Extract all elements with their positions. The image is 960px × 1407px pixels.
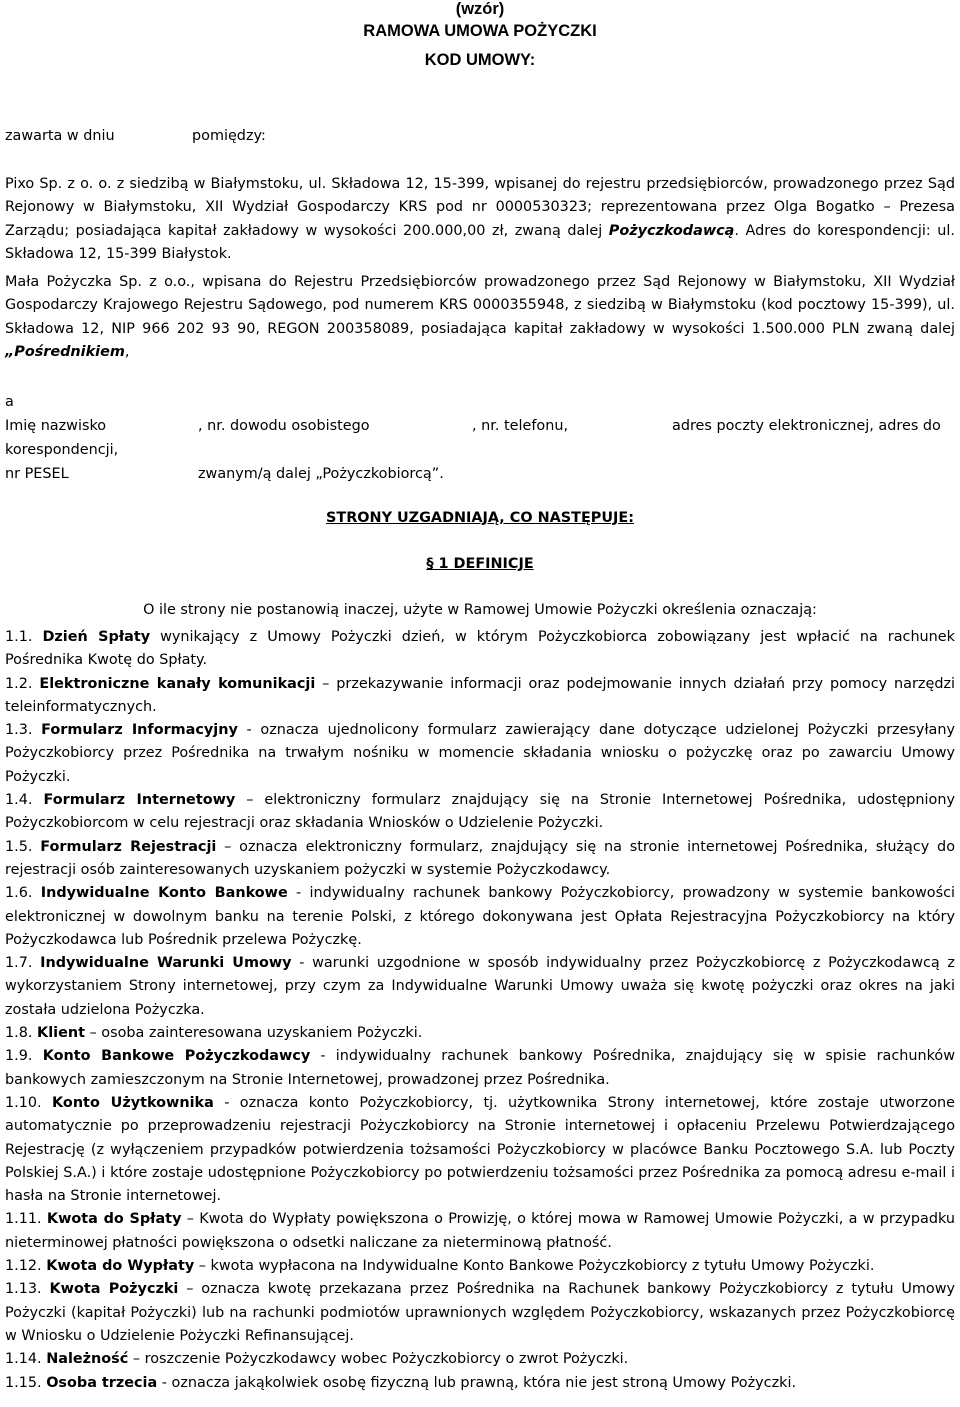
definition-term: Kwota do Spłaty bbox=[46, 1211, 182, 1228]
definition-number: 1.5. bbox=[5, 838, 33, 855]
borrower-email-label: adres poczty elektronicznej, adres do bbox=[672, 418, 941, 434]
definition-number: 1.14. bbox=[5, 1351, 42, 1368]
definition-item bbox=[5, 789, 955, 836]
definition-text: – elektroniczny formularz znajdujący się na Stronie Internetowej Pośrednika, udostępniony Pożyczkobiorcom w celu rejestracji oraz składania Wniosków o Udzielenie Pożyczki. bbox=[5, 792, 955, 832]
borrower-id-label: , nr. dowodu osobistego bbox=[198, 418, 370, 434]
definition-item bbox=[5, 952, 955, 1022]
definition-number: 1.9. bbox=[5, 1048, 33, 1065]
definition-item bbox=[5, 1208, 955, 1255]
definition-text: – kwota wypłacona na Indywidualne Konto Bankowe Pożyczkobiorcy z tytułu Umowy Pożyczki. bbox=[194, 1258, 875, 1275]
definition-item bbox=[5, 1092, 955, 1208]
definition-text: – Kwota do Wypłaty powiększona o Prowizję, o której mowa w Ramowej Umowie Pożyczki, a w przypadku nieterminowej płatności powiększona o odsetki naliczane za nieterminową płatność. bbox=[5, 1211, 956, 1251]
lender-paragraph bbox=[5, 173, 955, 266]
definition-item bbox=[5, 882, 955, 952]
definition-text: - warunki uzgodnione w sposób indywidualny przez Pożyczkobiorcę z Pożyczkodawcą z wykorzystaniem Strony internetowej, przy czym za Indywidualne Warunki Umowy uważa się kwotę pożyczki oraz okres na jaki została udzielona Pożyczka. bbox=[5, 955, 955, 1018]
definition-text: – przekazywanie informacji oraz podejmowanie innych działań przy pomocy narzędzi teleinformatycznych. bbox=[5, 675, 956, 715]
definition-number: 1.12. bbox=[5, 1258, 42, 1275]
definition-term: Kwota do Wypłaty bbox=[46, 1258, 195, 1275]
lender-role: Pożyczkodawcą bbox=[608, 222, 735, 239]
definition-term: Dzień Spłaty bbox=[42, 629, 151, 645]
definition-item bbox=[5, 626, 955, 673]
definition-number: 1.11. bbox=[5, 1211, 42, 1228]
definition-text: – oznacza kwotę przekazana przez Pośrednika na Rachunek bankowy Pożyczkobiorcy z tytułu Umowy Pożyczki (kapitał Pożyczki) lub na rachunki podmiotów uprawnionych względem Pożyczkobiorcy, wskazanych przez Pożyczkobiorcę w Wniosku o Udzielenie Pożyczki Refinansującej. bbox=[5, 1281, 955, 1344]
definition-term: Konto Użytkownika bbox=[52, 1094, 214, 1111]
borrower-corr-label: korespondencji, bbox=[5, 442, 119, 458]
definition-number: 1.15. bbox=[5, 1374, 42, 1391]
definition-term: Indywidualne Warunki Umowy bbox=[40, 955, 292, 972]
definition-text: - oznacza jakąkolwiek osobę fizyczną lub prawną, która nie jest stroną Umowy Pożyczki. bbox=[157, 1374, 797, 1391]
lender-text: Pixo Sp. z o. o. z siedzibą w Białymstoku, ul. Składowa 12, 15-399, wpisanej do rejestru przedsiębiorców, prowadzonego przez Sąd Rejonowy w Białymstoku, XII Wydział Gospodarczy KRS pod nr 0000530323; reprezentowana przez Olga Bogatko – Prezesa Zarządu; posiadająca kapitał zakładowy w wysokości 200.000,00 zł, zwaną dalej bbox=[5, 176, 955, 239]
definition-number: 1.2. bbox=[5, 675, 33, 692]
definition-text: - oznacza konto Pożyczkobiorcy, tj. użytkownika Strony internetowej, które zostaje utworzone automatycznie po przeprowadzeniu rejestracji Pożyczkobiorcy na Stronie internetowej i opłaceniu Przelewu Potwierdzającego Rejestrację (z wyłączeniem przypadków potwierdzenia tożsamości Pożyczkobiorcy w placówce Banku Pocztowego S.A. lub Poczty Polskiej S.A.) i które zostaje udostępnione Pożyczkobiorcy po potwierdzeniu tożsamości przez Pośrednika za pomocą adresu e-mail i hasła na Stronie internetowej. bbox=[5, 1094, 955, 1205]
borrower-pesel-label: nr PESEL bbox=[5, 466, 69, 482]
definition-item bbox=[5, 1255, 955, 1278]
broker-text-end: , bbox=[124, 343, 130, 360]
definition-term: Formularz Internetowy bbox=[43, 792, 236, 809]
contract-code-label: KOD UMOWY: bbox=[424, 51, 536, 69]
broker-paragraph bbox=[5, 271, 955, 364]
definition-number: 1.4. bbox=[5, 792, 33, 809]
definition-text: wynikający z Umowy Pożyczki dzień, w którym Pożyczkobiorca zobowiązany jest wpłacić na rachunek Pośrednika Kwotę do Spłaty. bbox=[5, 629, 955, 669]
borrower-called-label: zwanym/ą dalej „Pożyczkobiorcą”. bbox=[198, 466, 444, 482]
intro-between-label: pomiędzy: bbox=[192, 128, 266, 144]
definition-text: - indywidualny rachunek bankowy Pośrednika, znajdujący się w spisie rachunków bankowych zamieszczonym na Stronie Internetowej, prowadzonej przez Pośrednika. bbox=[5, 1048, 956, 1088]
broker-text: Mała Pożyczka Sp. z o.o., wpisana do Rejestru Przedsiębiorców prowadzonego przez Sąd Rejonowy w Białymstoku, XII Wydział Gospodarczy Krajowego Rejestru Sądowego, pod numerem KRS 0000355948, z siedzibą w Białymstoku (kod pocztowy 15-399), ul. Składowa 12, NIP 966 202 93 90, REGON 200358089, posiadająca kapitał zakładowy w wysokości 1.500.000 PLN zwaną dalej bbox=[5, 274, 955, 337]
definition-item bbox=[5, 836, 955, 883]
definition-item bbox=[5, 719, 955, 789]
definition-term: Klient bbox=[37, 1025, 85, 1042]
definition-item bbox=[5, 1045, 955, 1092]
definition-item bbox=[5, 1372, 955, 1395]
broker-role: „Pośrednikiem bbox=[5, 343, 125, 360]
definition-item bbox=[5, 1348, 955, 1371]
borrower-phone-label: , nr. telefonu, bbox=[472, 418, 569, 434]
definition-item bbox=[5, 673, 955, 720]
lender-address: . Adres do korespondencji: ul. Składowa 12, 15-399 Białystok. bbox=[5, 222, 955, 262]
document-title: RAMOWA UMOWA POŻYCZKI bbox=[363, 22, 597, 40]
definitions-list bbox=[5, 626, 955, 1395]
intro-line bbox=[5, 128, 955, 144]
definition-number: 1.7. bbox=[5, 955, 33, 972]
definition-text: – osoba zainteresowana uzyskaniem Pożyczki. bbox=[84, 1025, 423, 1042]
borrower-name-label: Imię nazwisko bbox=[5, 418, 107, 434]
definition-text: – oznacza elektroniczny formularz, znajdujący się na stronie internetowej Pośrednika, służący do rejestracji osób zainteresowanych uzyskaniem pożyczki w systemie Pożyczkodawcy. bbox=[5, 838, 955, 878]
definition-text: - indywidualny rachunek bankowy Pożyczkobiorcy, prowadzony w systemie bankowości elektronicznej w dowolnym banku na terenie Polski, z którego dokonywana jest Opłata Rejestracyjna Pożyczkobiorcy na który Pożyczkodawca lub Pośrednik przelewa Pożyczkę. bbox=[5, 885, 956, 948]
definition-text: - oznacza ujednolicony formularz zawierający dane dotyczące udzielonej Pożyczki przesyłany Pożyczkobiorcy przez Pośrednika na trwałym nośniku w momencie składania wniosku o pożyczkę oraz po zawarciu Umowy Pożyczki. bbox=[5, 722, 955, 785]
definition-number: 1.13. bbox=[5, 1281, 42, 1298]
definition-term: Indywidualne Konto Bankowe bbox=[40, 885, 288, 902]
definition-term: Elektroniczne kanały komunikacji bbox=[39, 675, 316, 692]
definition-term: Formularz Informacyjny bbox=[41, 722, 238, 739]
section-title: § 1 DEFINICJE bbox=[426, 556, 534, 572]
section-intro: O ile strony nie postanowią inaczej, użyte w Ramowej Umowie Pożyczki określenia oznaczają: bbox=[143, 602, 817, 618]
intro-date-label: zawarta w dniu bbox=[5, 128, 115, 144]
definition-term: Osoba trzecia bbox=[46, 1374, 158, 1391]
definition-number: 1.6. bbox=[5, 885, 33, 902]
definition-item bbox=[5, 1278, 955, 1348]
conjunction-a: a bbox=[5, 394, 14, 410]
template-label: (wzór) bbox=[455, 0, 505, 18]
definition-term: Kwota Pożyczki bbox=[49, 1281, 179, 1298]
definition-term: Należność bbox=[46, 1351, 129, 1368]
definition-text: – roszczenie Pożyczkodawcy wobec Pożyczkobiorcy o zwrot Pożyczki. bbox=[128, 1351, 629, 1368]
definition-number: 1.1. bbox=[5, 629, 33, 645]
definition-term: Formularz Rejestracji bbox=[40, 838, 217, 855]
definition-number: 1.3. bbox=[5, 722, 33, 739]
definition-number: 1.10. bbox=[5, 1094, 42, 1111]
agreement-heading: STRONY UZGADNIAJĄ, CO NASTĘPUJE: bbox=[326, 510, 634, 526]
definition-term: Konto Bankowe Pożyczkodawcy bbox=[42, 1048, 311, 1065]
definition-number: 1.8. bbox=[5, 1025, 33, 1042]
definition-item bbox=[5, 1022, 955, 1045]
